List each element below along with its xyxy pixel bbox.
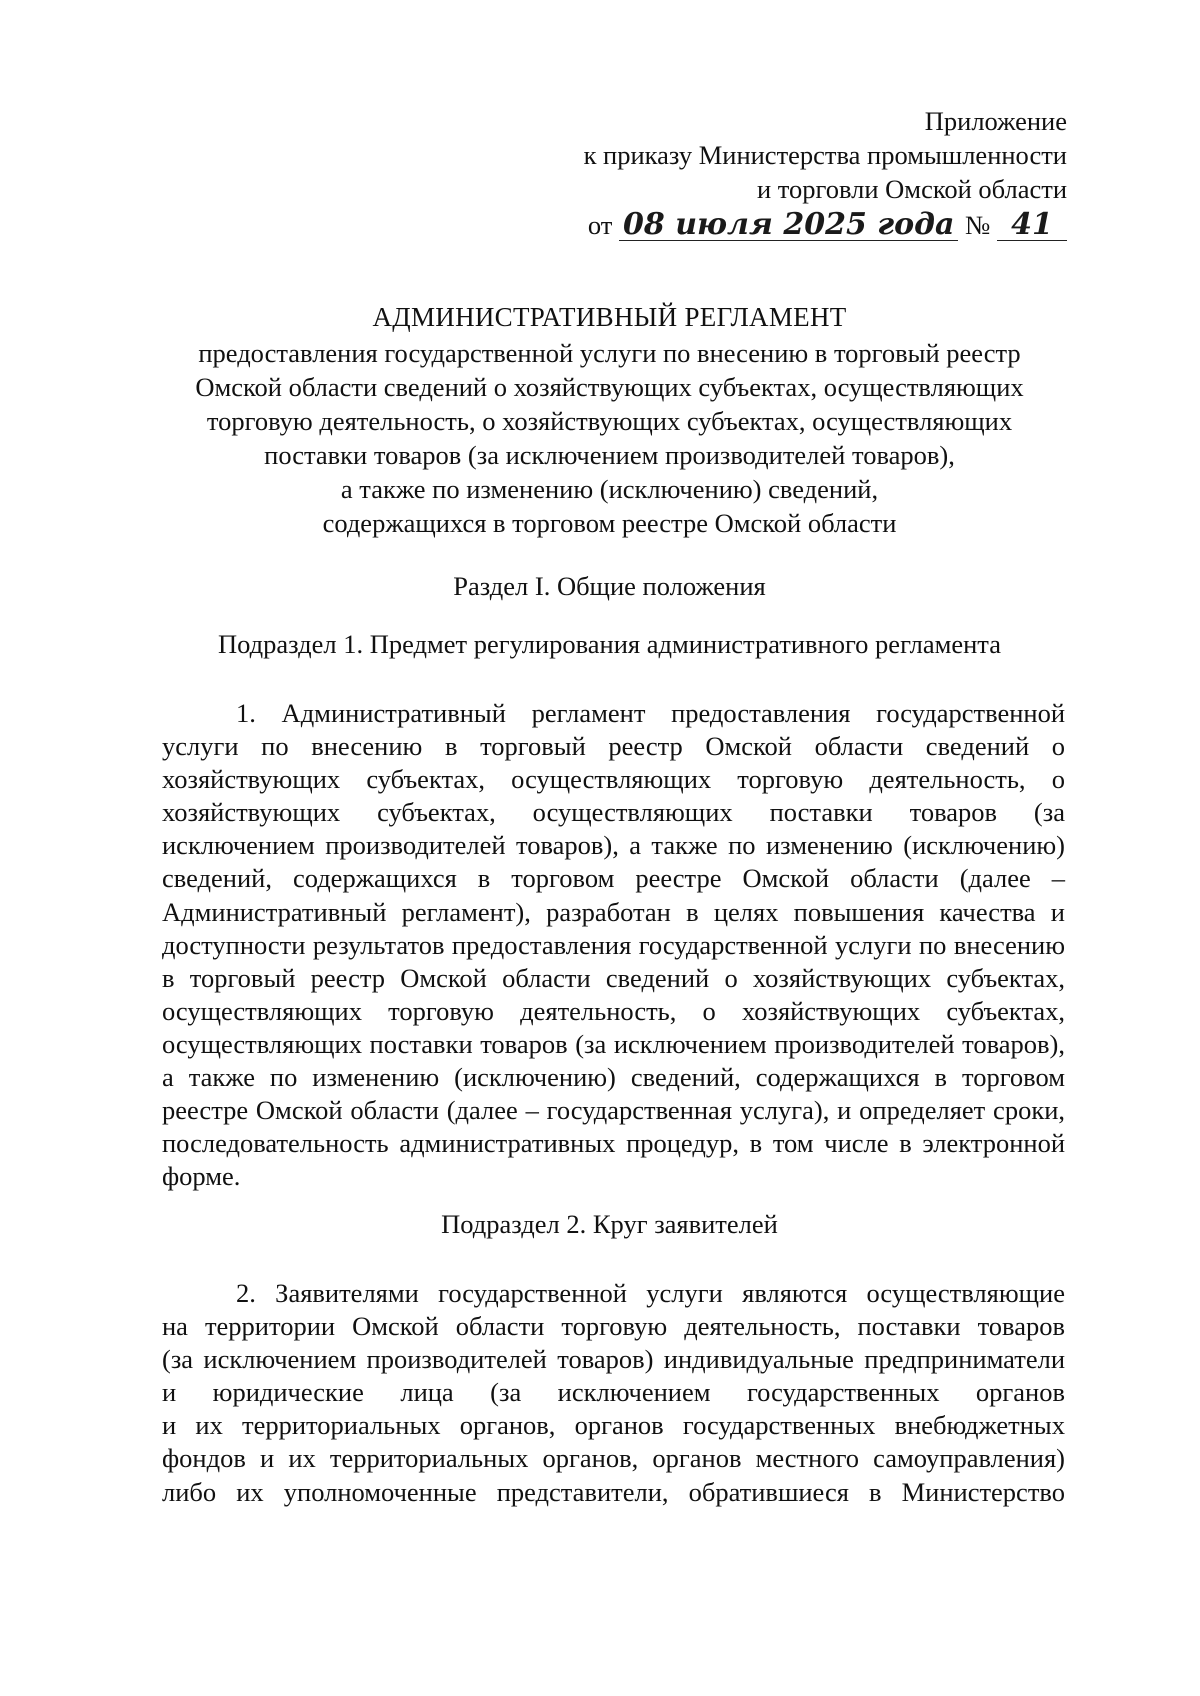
- order-reference-line-2: и торговли Омской области: [756, 174, 1067, 204]
- title-line: торговую деятельность, о хозяйствующих субъектах, осуществляющих: [206, 406, 1013, 436]
- title-main: АДМИНИСТРАТИВНЫЙ РЕГЛАМЕНТ: [372, 302, 847, 332]
- paragraph-line: доступности результатов предоставления государственной услуги по внесению: [162, 929, 1065, 960]
- paragraph-line: (за исключением производителей товаров) индивидуальные предприниматели: [162, 1344, 1065, 1375]
- regulation-title: [152, 300, 1067, 540]
- number-sign: №: [965, 210, 991, 240]
- paragraph-line: на территории Омской области торговую деятельность, поставки товаров: [162, 1311, 1065, 1342]
- paragraph-line: сведений, содержащихся в торговом реестре Омской области (далее –: [162, 863, 1065, 894]
- subsection-1-heading: Подраздел 1. Предмет регулирования административного регламента: [218, 629, 1001, 659]
- paragraph-line: 1. Административный регламент предоставления государственной: [236, 698, 1065, 728]
- paragraph-line: Административный регламент), разработан в целях повышения качества и: [162, 896, 1065, 927]
- paragraph-line: осуществляющих торговую деятельность, о хозяйствующих субъектах,: [162, 995, 1065, 1026]
- paragraph-line: и юридические лица (за исключением государственных органов: [162, 1377, 1065, 1408]
- title-line: предоставления государственной услуги по внесению в торговый реестр: [198, 338, 1021, 368]
- title-line: поставки товаров (за исключением производителей товаров),: [264, 440, 955, 470]
- paragraph-line: форме.: [162, 1161, 241, 1192]
- order-reference-line-1: к приказу Министерства промышленности: [583, 140, 1067, 170]
- paragraph-line: в торговый реестр Омской области сведений о хозяйствующих субъектах,: [162, 962, 1065, 993]
- order-date-number-line: [584, 208, 1067, 242]
- paragraph-1: [162, 697, 1065, 1193]
- appendix-label: Приложение: [924, 106, 1067, 136]
- paragraph-2: [162, 1277, 1065, 1509]
- paragraph-line: фондов и их территориальных органов, органов местного самоуправления): [162, 1443, 1065, 1474]
- section-heading: Раздел I. Общие положения: [453, 571, 766, 601]
- title-line: Омской области сведений о хозяйствующих субъектах, осуществляющих: [195, 372, 1024, 402]
- appendix-header: [584, 104, 1067, 242]
- paragraph-line: либо их уполномоченные представители, обратившиеся в Министерство: [162, 1476, 1065, 1507]
- paragraph-line: а также по изменению (исключению) сведений, содержащихся в торговом: [162, 1062, 1065, 1093]
- title-line: а также по изменению (исключению) сведений,: [340, 474, 879, 504]
- subsection-2-heading: Подраздел 2. Круг заявителей: [441, 1209, 778, 1239]
- paragraph-line: услуги по внесению в торговый реестр Омской области сведений о: [162, 731, 1065, 762]
- paragraph-line: 2. Заявителями государственной услуги являются осуществляющие: [236, 1278, 1065, 1308]
- handwritten-number: 41: [997, 210, 1067, 241]
- handwritten-date: 08 июля 2025 года: [619, 210, 958, 241]
- paragraph-line: последовательность административных процедур, в том числе в электронной: [162, 1128, 1065, 1159]
- paragraph-line: хозяйствующих субъектах, осуществляющих торговую деятельность, о: [162, 764, 1065, 795]
- paragraph-line: хозяйствующих субъектах, осуществляющих поставки товаров (за: [162, 797, 1065, 828]
- paragraph-line: и их территориальных органов, органов государственных внебюджетных: [162, 1410, 1065, 1441]
- from-prefix: от: [587, 210, 613, 240]
- paragraph-line: осуществляющих поставки товаров (за исключением производителей товаров),: [162, 1028, 1065, 1059]
- title-line: содержащихся в торговом реестре Омской области: [322, 508, 897, 538]
- paragraph-line: исключением производителей товаров), а также по изменению (исключению): [162, 830, 1065, 861]
- paragraph-line: реестре Омской области (далее – государственная услуга), и определяет сроки,: [162, 1095, 1065, 1126]
